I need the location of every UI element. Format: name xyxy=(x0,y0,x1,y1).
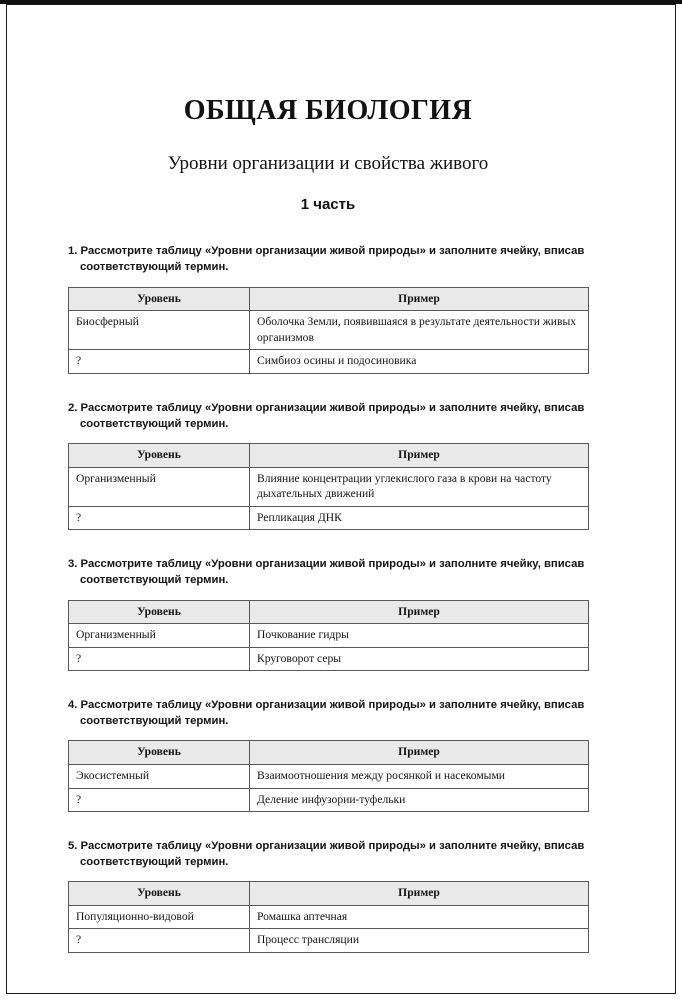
column-header-example: Пример xyxy=(250,882,589,906)
table-row xyxy=(69,311,589,350)
table-row xyxy=(69,506,589,530)
cell-level: Организменный xyxy=(69,624,250,648)
task-2-instruction: 2. Рассмотрите таблицу «Уровни организации живой природы» и заполните ячейку, вписав соответствующий термин. xyxy=(68,401,585,430)
cell-example: Влияние концентрации углекислого газа в крови на частоту дыхательных движений xyxy=(250,467,589,506)
table-header-row xyxy=(69,741,589,765)
document-content xyxy=(68,0,588,953)
cell-level: Популяционно-видовой xyxy=(69,905,250,929)
cell-example: Оболочка Земли, появившаяся в результате деятельности живых организмов xyxy=(250,311,589,350)
cell-example: Ромашка аптечная xyxy=(250,905,589,929)
cell-level-blank[interactable]: ? xyxy=(69,929,250,953)
cell-level-blank[interactable]: ? xyxy=(69,350,250,374)
task-1-table xyxy=(68,287,589,374)
cell-level: Экосистемный xyxy=(69,765,250,789)
cell-example: Репликация ДНК xyxy=(250,506,589,530)
table-row xyxy=(69,929,589,953)
task-1-instruction: 1. Рассмотрите таблицу «Уровни организации живой природы» и заполните ячейку, вписав соответствующий термин. xyxy=(68,245,585,274)
task-3 xyxy=(68,556,588,671)
cell-level: Биосферный xyxy=(69,311,250,350)
cell-example: Деление инфузории-туфельки xyxy=(250,788,589,812)
task-5 xyxy=(68,838,588,953)
table-header-row xyxy=(69,882,589,906)
table-row xyxy=(69,788,589,812)
task-3-instruction: 3. Рассмотрите таблицу «Уровни организации живой природы» и заполните ячейку, вписав соответствующий термин. xyxy=(68,558,585,587)
cell-level-blank[interactable]: ? xyxy=(69,647,250,671)
table-header-row xyxy=(69,444,589,468)
cell-example: Почкование гидры xyxy=(250,624,589,648)
column-header-level: Уровень xyxy=(69,600,250,624)
cell-example: Симбиоз осины и подосиновика xyxy=(250,350,589,374)
cell-example: Процесс трансляции xyxy=(250,929,589,953)
table-row xyxy=(69,647,589,671)
task-4 xyxy=(68,697,588,812)
task-3-table xyxy=(68,600,589,672)
column-header-level: Уровень xyxy=(69,287,250,311)
cell-level-blank[interactable]: ? xyxy=(69,506,250,530)
column-header-example: Пример xyxy=(250,287,589,311)
task-5-table xyxy=(68,881,589,953)
cell-example: Круговорот серы xyxy=(250,647,589,671)
column-header-level: Уровень xyxy=(69,882,250,906)
page-title: ОБЩАЯ БИОЛОГИЯ xyxy=(183,95,473,126)
table-header-row xyxy=(69,287,589,311)
table-row xyxy=(69,905,589,929)
task-2-table xyxy=(68,443,589,530)
cell-level: Организменный xyxy=(69,467,250,506)
table-row xyxy=(69,624,589,648)
table-header-row xyxy=(69,600,589,624)
task-5-instruction: 5. Рассмотрите таблицу «Уровни организации живой природы» и заполните ячейку, вписав соответствующий термин. xyxy=(68,840,585,869)
column-header-level: Уровень xyxy=(69,444,250,468)
column-header-example: Пример xyxy=(250,741,589,765)
column-header-example: Пример xyxy=(250,444,589,468)
task-4-table xyxy=(68,740,589,812)
task-1 xyxy=(68,243,588,373)
part-label: 1 часть xyxy=(300,195,356,213)
task-2 xyxy=(68,400,588,530)
cell-level-blank[interactable]: ? xyxy=(69,788,250,812)
cell-example: Взаимоотношения между росянкой и насекомыми xyxy=(250,765,589,789)
table-row xyxy=(69,765,589,789)
page-subtitle: Уровни организации и свойства живого xyxy=(167,152,489,174)
table-row xyxy=(69,350,589,374)
table-row xyxy=(69,467,589,506)
column-header-level: Уровень xyxy=(69,741,250,765)
task-4-instruction: 4. Рассмотрите таблицу «Уровни организации живой природы» и заполните ячейку, вписав соответствующий термин. xyxy=(68,699,585,728)
column-header-example: Пример xyxy=(250,600,589,624)
